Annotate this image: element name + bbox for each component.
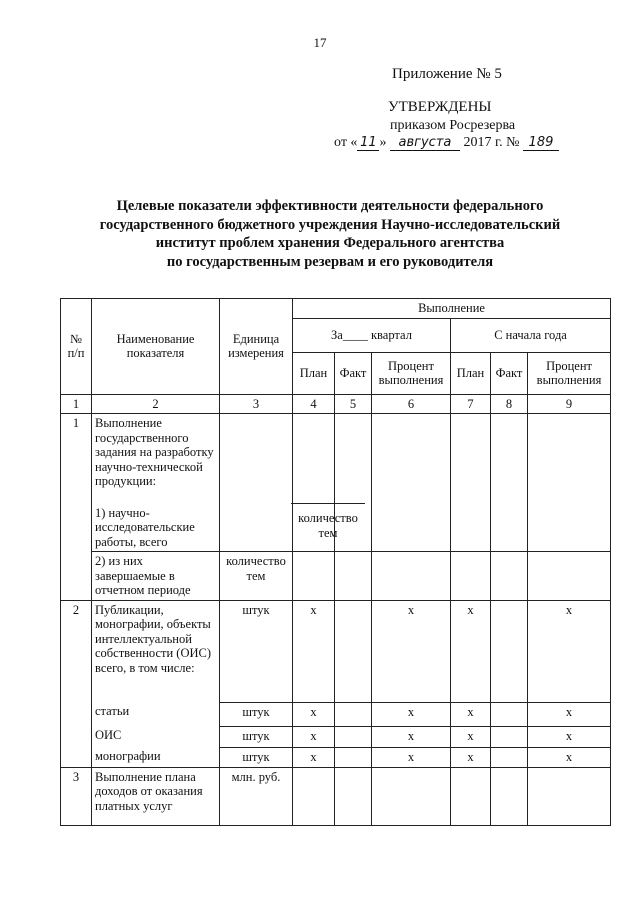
header-fact: Факт bbox=[335, 352, 372, 394]
row1a-name: 1) научно-исследовательские работы, всего bbox=[92, 504, 220, 552]
empty-cell bbox=[372, 767, 451, 825]
date-year: 2017 г. № bbox=[463, 135, 520, 150]
empty-cell bbox=[528, 414, 611, 552]
row1b-unit: количество тем bbox=[220, 552, 293, 601]
empty-cell bbox=[293, 552, 335, 601]
row3-name: Выполнение плана доходов от оказания платных услуг bbox=[92, 767, 220, 825]
row1-name: Выполнение государственного задания на разработку научно-технической продукции: bbox=[92, 414, 220, 504]
x-mark: х bbox=[451, 600, 491, 702]
title-line: институт проблем хранения Федерального агентства bbox=[155, 235, 505, 251]
row2c-unit: штук bbox=[220, 747, 293, 767]
x-mark: х bbox=[451, 747, 491, 767]
row2-name: Публикации, монографии, объекты интеллектуальной собственности (ОИС) всего, в том числе: bbox=[92, 600, 220, 702]
x-mark: х bbox=[293, 600, 335, 702]
column-number: 4 bbox=[293, 394, 335, 414]
row3-unit: млн. руб. bbox=[220, 767, 293, 825]
column-number: 8 bbox=[491, 394, 528, 414]
empty-cell bbox=[491, 600, 528, 702]
title-line: государственного бюджетного учреждения Научно-исследовательский bbox=[99, 216, 561, 233]
column-number: 5 bbox=[335, 394, 372, 414]
empty-cell bbox=[491, 726, 528, 747]
header-unit: Единица измерения bbox=[220, 299, 293, 395]
date-prefix: от « bbox=[334, 135, 358, 150]
indicators-table bbox=[60, 298, 611, 826]
header-ytd: С начала года bbox=[451, 318, 611, 352]
empty-cell bbox=[528, 767, 611, 825]
row-number: 3 bbox=[61, 767, 92, 825]
empty-cell bbox=[335, 600, 372, 702]
empty-cell bbox=[220, 414, 293, 552]
x-mark: х bbox=[293, 747, 335, 767]
order-date-line bbox=[334, 135, 559, 151]
x-mark: х bbox=[528, 726, 611, 747]
page-number: 17 bbox=[313, 35, 327, 50]
column-number: 3 bbox=[220, 394, 293, 414]
x-mark: х bbox=[451, 726, 491, 747]
empty-cell bbox=[335, 702, 372, 726]
header-plan: План bbox=[293, 352, 335, 394]
empty-cell bbox=[528, 552, 611, 601]
x-mark: х bbox=[451, 702, 491, 726]
x-mark: х bbox=[528, 702, 611, 726]
date-day-handwritten: 11 bbox=[357, 136, 379, 151]
row2b-name: ОИС bbox=[92, 726, 220, 747]
empty-cell bbox=[491, 552, 528, 601]
title-line: по государственным резервам и его руководителя bbox=[166, 253, 494, 270]
order-label: приказом Росрезерва bbox=[390, 118, 516, 133]
empty-cell bbox=[372, 552, 451, 601]
empty-cell bbox=[293, 767, 335, 825]
approved-label: УТВЕРЖДЕНЫ bbox=[388, 99, 492, 115]
empty-cell bbox=[451, 414, 491, 552]
empty-cell bbox=[491, 767, 528, 825]
empty-cell bbox=[491, 747, 528, 767]
empty-cell bbox=[335, 726, 372, 747]
date-mid: » bbox=[379, 135, 387, 150]
header-percent: Процент выполнения bbox=[372, 352, 451, 394]
header-plan: План bbox=[451, 352, 491, 394]
empty-cell bbox=[335, 552, 372, 601]
x-mark: х bbox=[372, 726, 451, 747]
column-number: 2 bbox=[92, 394, 220, 414]
x-mark: х bbox=[372, 600, 451, 702]
document-title bbox=[60, 197, 600, 271]
column-number: 6 bbox=[372, 394, 451, 414]
empty-cell bbox=[335, 747, 372, 767]
date-month-handwritten: августа bbox=[390, 136, 460, 151]
x-mark: х bbox=[528, 747, 611, 767]
column-number: 9 bbox=[528, 394, 611, 414]
x-mark: х bbox=[293, 702, 335, 726]
row-number: 2 bbox=[61, 600, 92, 767]
row1a-unit-divider bbox=[291, 503, 365, 504]
title-line: Целевые показатели эффективности деятельности федерального bbox=[116, 198, 544, 214]
header-percent: Процент выполнения bbox=[528, 352, 611, 394]
row-number: 1 bbox=[61, 414, 92, 601]
row1b-name: 2) из них завершаемые в отчетном периоде bbox=[92, 552, 220, 601]
x-mark: х bbox=[293, 726, 335, 747]
empty-cell bbox=[451, 552, 491, 601]
column-number: 7 bbox=[451, 394, 491, 414]
row1a-unit: количество тем bbox=[298, 511, 358, 540]
header-quarter: За____ квартал bbox=[293, 318, 451, 352]
appendix-label: Приложение № 5 bbox=[392, 66, 502, 82]
x-mark: х bbox=[372, 702, 451, 726]
header-execution: Выполнение bbox=[293, 299, 611, 319]
row2a-unit: штук bbox=[220, 702, 293, 726]
empty-cell bbox=[372, 414, 451, 552]
row2a-name: статьи bbox=[92, 702, 220, 726]
column-number: 1 bbox=[61, 394, 92, 414]
order-number-handwritten: 189 bbox=[523, 136, 559, 151]
header-num: № п/п bbox=[61, 299, 92, 395]
empty-cell bbox=[451, 767, 491, 825]
row2b-unit: штук bbox=[220, 726, 293, 747]
row2-unit: штук bbox=[220, 600, 293, 702]
header-fact: Факт bbox=[491, 352, 528, 394]
row2c-name: монографии bbox=[92, 747, 220, 767]
empty-cell bbox=[335, 767, 372, 825]
header-name: Наименование показателя bbox=[92, 299, 220, 395]
x-mark: х bbox=[528, 600, 611, 702]
x-mark: х bbox=[372, 747, 451, 767]
empty-cell bbox=[491, 702, 528, 726]
empty-cell bbox=[491, 414, 528, 552]
